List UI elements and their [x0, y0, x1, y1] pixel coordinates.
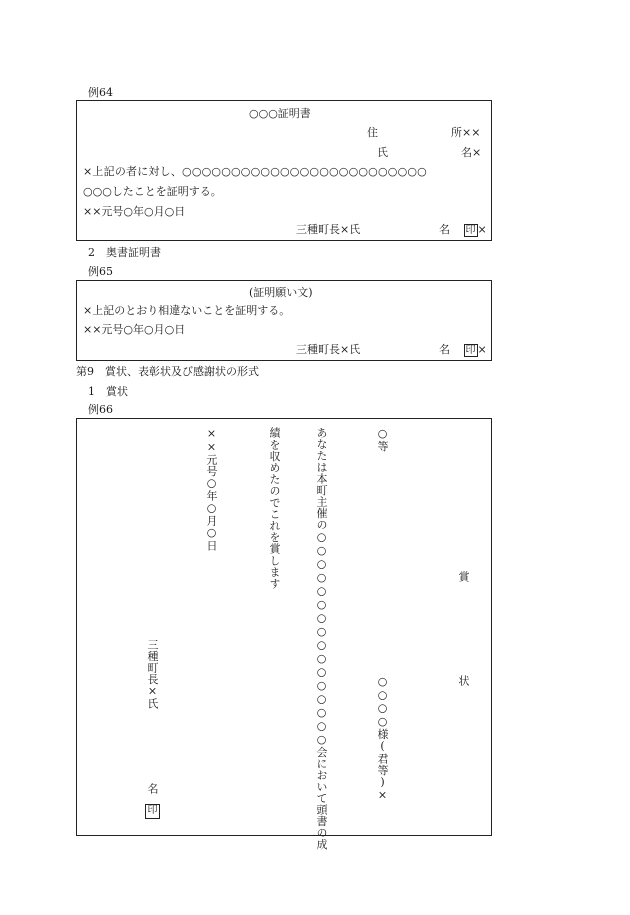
award-signer: 三種町長×氏	[146, 639, 159, 710]
award-signer-suffix: 名	[146, 783, 159, 795]
example-65-title: (証明願い文)	[249, 286, 313, 299]
example-64-body-line-1: ×上記の者に対し、○○○○○○○○○○○○○○○○○○○○○○○○○	[83, 165, 427, 178]
name-value: 名×	[461, 146, 482, 159]
award-rank: ○等	[376, 427, 389, 452]
example-64-certificate-box	[76, 100, 492, 241]
section-9-heading: 第9 賞状、表彰状及び感謝状の形式	[76, 365, 259, 378]
name-label: 氏	[377, 146, 388, 159]
example-65-label: 例65	[88, 265, 113, 278]
signer-suffix: 名	[439, 223, 450, 236]
seal-stamp: 印	[465, 345, 476, 356]
example-66-label: 例66	[88, 403, 113, 416]
example-64-signer: 三種町長×氏	[296, 223, 361, 236]
award-body-column-2: 績を収めたのでこれを賞します	[268, 427, 281, 590]
example-64-date: ××元号○年○月○日	[83, 205, 186, 218]
section-9-sub-heading: 1 賞状	[88, 385, 128, 398]
example-65-certificate-box	[76, 280, 492, 361]
example-65-body: ×上記のとおり相違ないことを証明する。	[83, 304, 291, 317]
award-seal-stamp: 印	[145, 804, 160, 819]
seal-suffix: ×	[477, 223, 487, 236]
example-64-signature	[439, 223, 487, 237]
award-recipient: ○○○○様(君等)×	[376, 675, 389, 802]
example-65-signature	[439, 343, 487, 357]
address-label: 住	[367, 126, 378, 139]
seal-suffix: ×	[477, 343, 487, 356]
award-title-char-2: 状	[457, 675, 470, 687]
seal-stamp: 印	[465, 225, 476, 236]
example-66-award-box	[76, 418, 492, 850]
example-64-label: 例64	[88, 86, 113, 99]
example-65-signer: 三種町長×氏	[296, 343, 361, 356]
award-body-column-1: あなたは本町主催の○○○○○○○○○○○○○○○○会において頭書の成	[315, 427, 328, 850]
example-64-title: ○○○証明書	[249, 107, 311, 120]
example-64-body-line-2: ○○○したことを証明する。	[83, 185, 222, 198]
section-2-heading: 2 奥書証明書	[88, 246, 161, 259]
address-value: 所××	[451, 126, 481, 139]
signer-suffix: 名	[439, 343, 450, 356]
award-title-char-1: 賞	[457, 571, 470, 583]
award-date: ××元号○年○月○日	[205, 427, 218, 551]
example-65-date: ××元号○年○月○日	[83, 323, 186, 336]
